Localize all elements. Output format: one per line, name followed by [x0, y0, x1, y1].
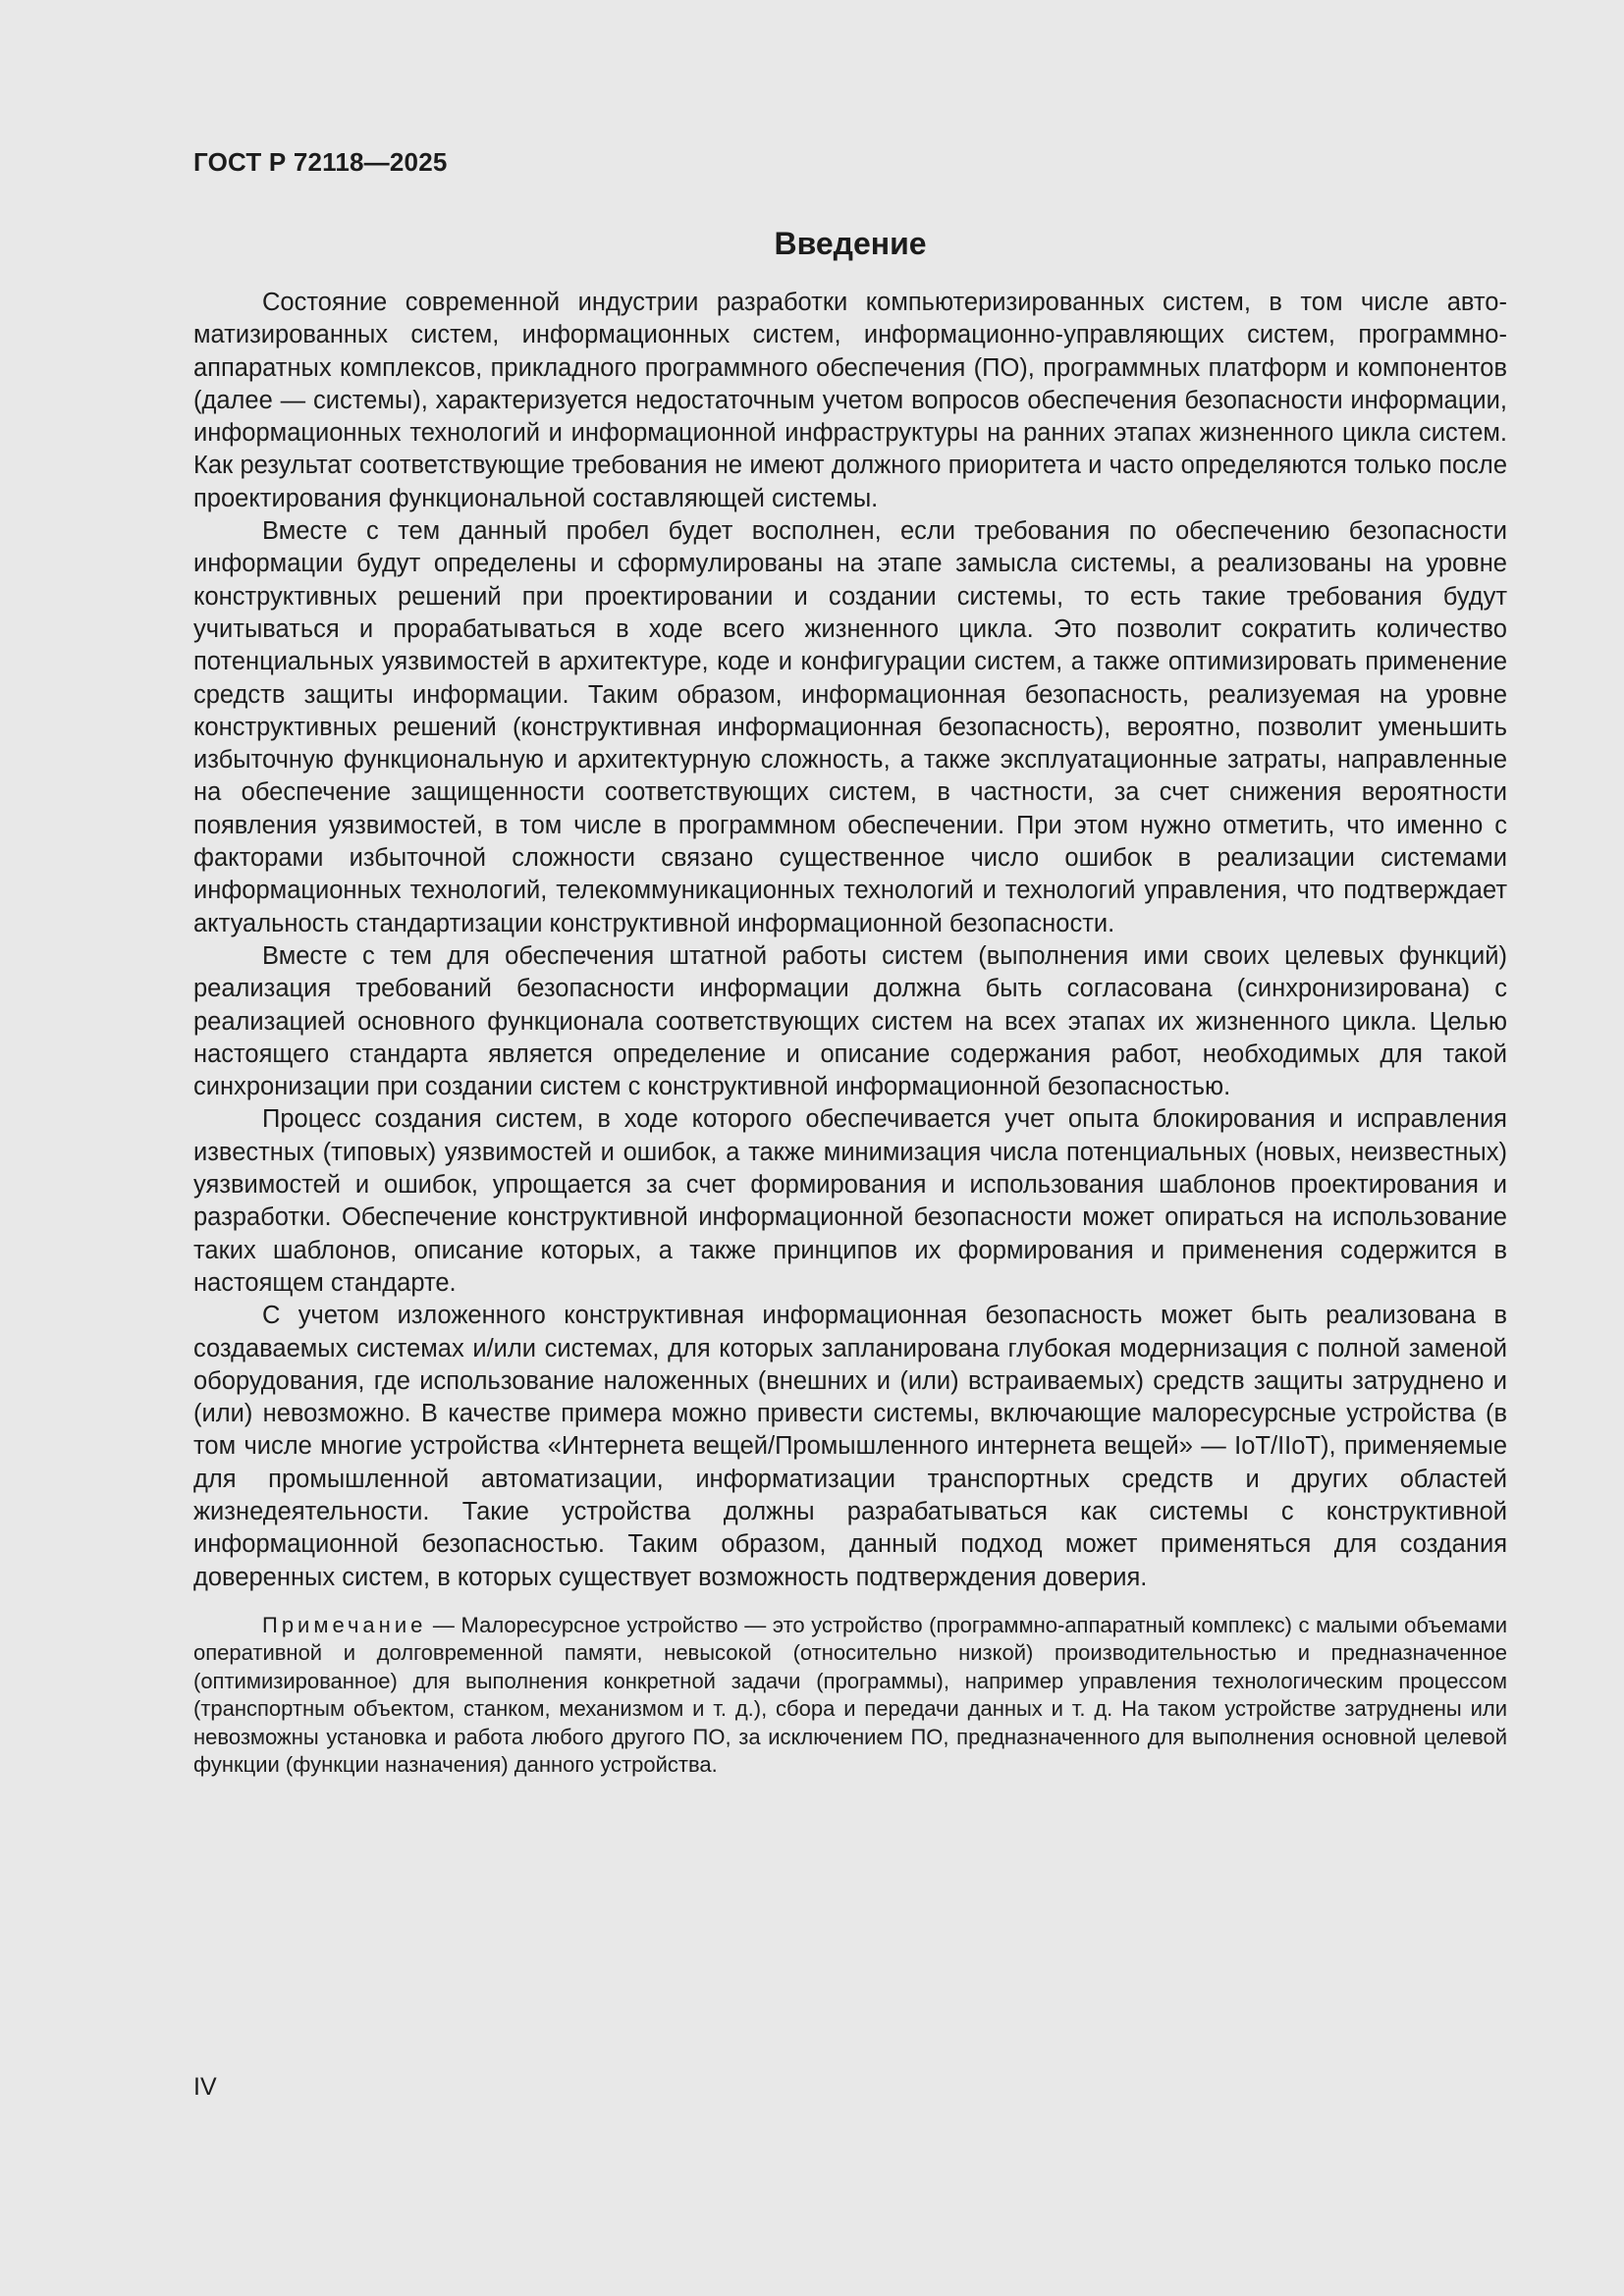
body-text [193, 287, 1507, 1780]
page-title: Введение [774, 226, 927, 261]
paragraph-5: С учетом изложенного конструктивная информационная безопасность может быть реализована в создаваемых системах и/или системах, для которых запланирована глубокая модернизация с полной заменой оборудования, где использование наложенных (внешних и (или) встраиваемых) средств защиты затруднено и (или) невозможно. В качестве примера можно привести системы, включающие малоресурсные устройства (в том числе многие устройства «Интернета вещей/Промышленного интернета вещей» — IoT/IIoT), применяемые для промышленной автоматизации, информатизации транспортных средств и других областей жизнедеятельности. Такие устройства должны разрабатываться как системы с конструктивной информационной безопасностью. Таким образом, данный подход может применяться для создания доверенных систем, в которых существует возможность подтверждения доверия. [193, 1302, 1507, 1591]
page-number: IV [193, 2073, 217, 2101]
note-label: Примечание [262, 1612, 427, 1637]
paragraph-4: Процесс создания систем, в ходе которого обеспечивается учет опыта блокирования и исправления известных (типовых) уязвимостей и ошибок, а также минимизация числа потенциальных (новых, неизвестных) уязвимостей и ошибок, упрощается за счет формирования и использования шаблонов проектирования и разработки. Обеспечение конструктивной информационной безопасности может опираться на использование таких шаблонов, описание которых, а также принципов их формирования и применения содержится в настоящем стандарте. [193, 1105, 1507, 1297]
paragraph-3: Вместе с тем для обеспечения штатной работы систем (выполнения ими своих целевых функций) реализация требований безопасности информации должна быть согласована (синхронизирована) с реализацией основного функционала соответствующих систем на всех этапах их жизненного цикла. Целью настоящего стандарта является определение и описание содержания работ, необходимых для такой синхронизации при создании систем с конструктивной информационной безопасностью. [193, 941, 1507, 1101]
note-text: — Малоресурсное устройство — это устройство (программно-аппаратный комплекс) с малыми объемами оперативной и долговременной памяти, невысокой (относительно низкой) производительностью и предназначенное (оптимизированное) для выполнения конкретной задачи (программы), например управления технологическим процессом (транспортным объектом, станком, механизмом и т. д.), сбора и передачи данных и т. д. На таком устройстве затруднены или невозможны установка и работа любого другого ПО, за исключением ПО, предназначенного для выполнения основной целевой функции (функции назначения) данного устройства. [193, 1612, 1507, 1778]
paragraph-1: Состояние современной индустрии разработки компьютеризированных систем, в том числе автоматизированных систем, информационных систем, информационно-управляющих систем, программно-аппаратных комплексов, прикладного программного обеспечения (ПО), программных платформ и компонентов (далее — системы), характеризуется недостаточным учетом вопросов обеспечения безопасности информации, информационных технологий и информационной инфраструктуры на ранних этапах жизненного цикла систем. Как результат соответствующие требования не имеют должного приоритета и часто определяются только после проектирования функциональной составляющей системы. [193, 289, 1507, 512]
note [193, 1612, 1507, 1780]
paragraph-2: Вместе с тем данный пробел будет восполнен, если требования по обеспечению безопасности информации будут определены и сформулированы на этапе замысла системы, а реализованы на уровне конструктивных решений при проектировании и создании системы, то есть такие требования будут учитываться и прорабатываться в ходе всего жизненного цикла. Это позволит сократить количество потенциальных уязвимостей в архитектуре, коде и конфигурации систем, а также оптимизировать применение средств защиты информации. Таким образом, информационная безопасность, реализуемая на уровне конструктивных решений (конструктивная информационная безопасность), вероятно, позволит уменьшить избыточную функциональную и архитектурную сложность, а также эксплуатационные затраты, направленные на обеспечение защищенности соответствующих систем, в частности, за счет снижения вероятности появления уязвимостей, в том числе в программном обеспечении. При этом нужно отметить, что именно с факторами избыточной сложности связано существенное число ошибок в реализации системами информационных технологий, телекоммуникационных технологий и технологий управления, что подтверждает актуальность стандартизации конструктивной информационной безопасности. [193, 517, 1507, 937]
document-header: ГОСТ Р 72118—2025 [193, 147, 448, 177]
